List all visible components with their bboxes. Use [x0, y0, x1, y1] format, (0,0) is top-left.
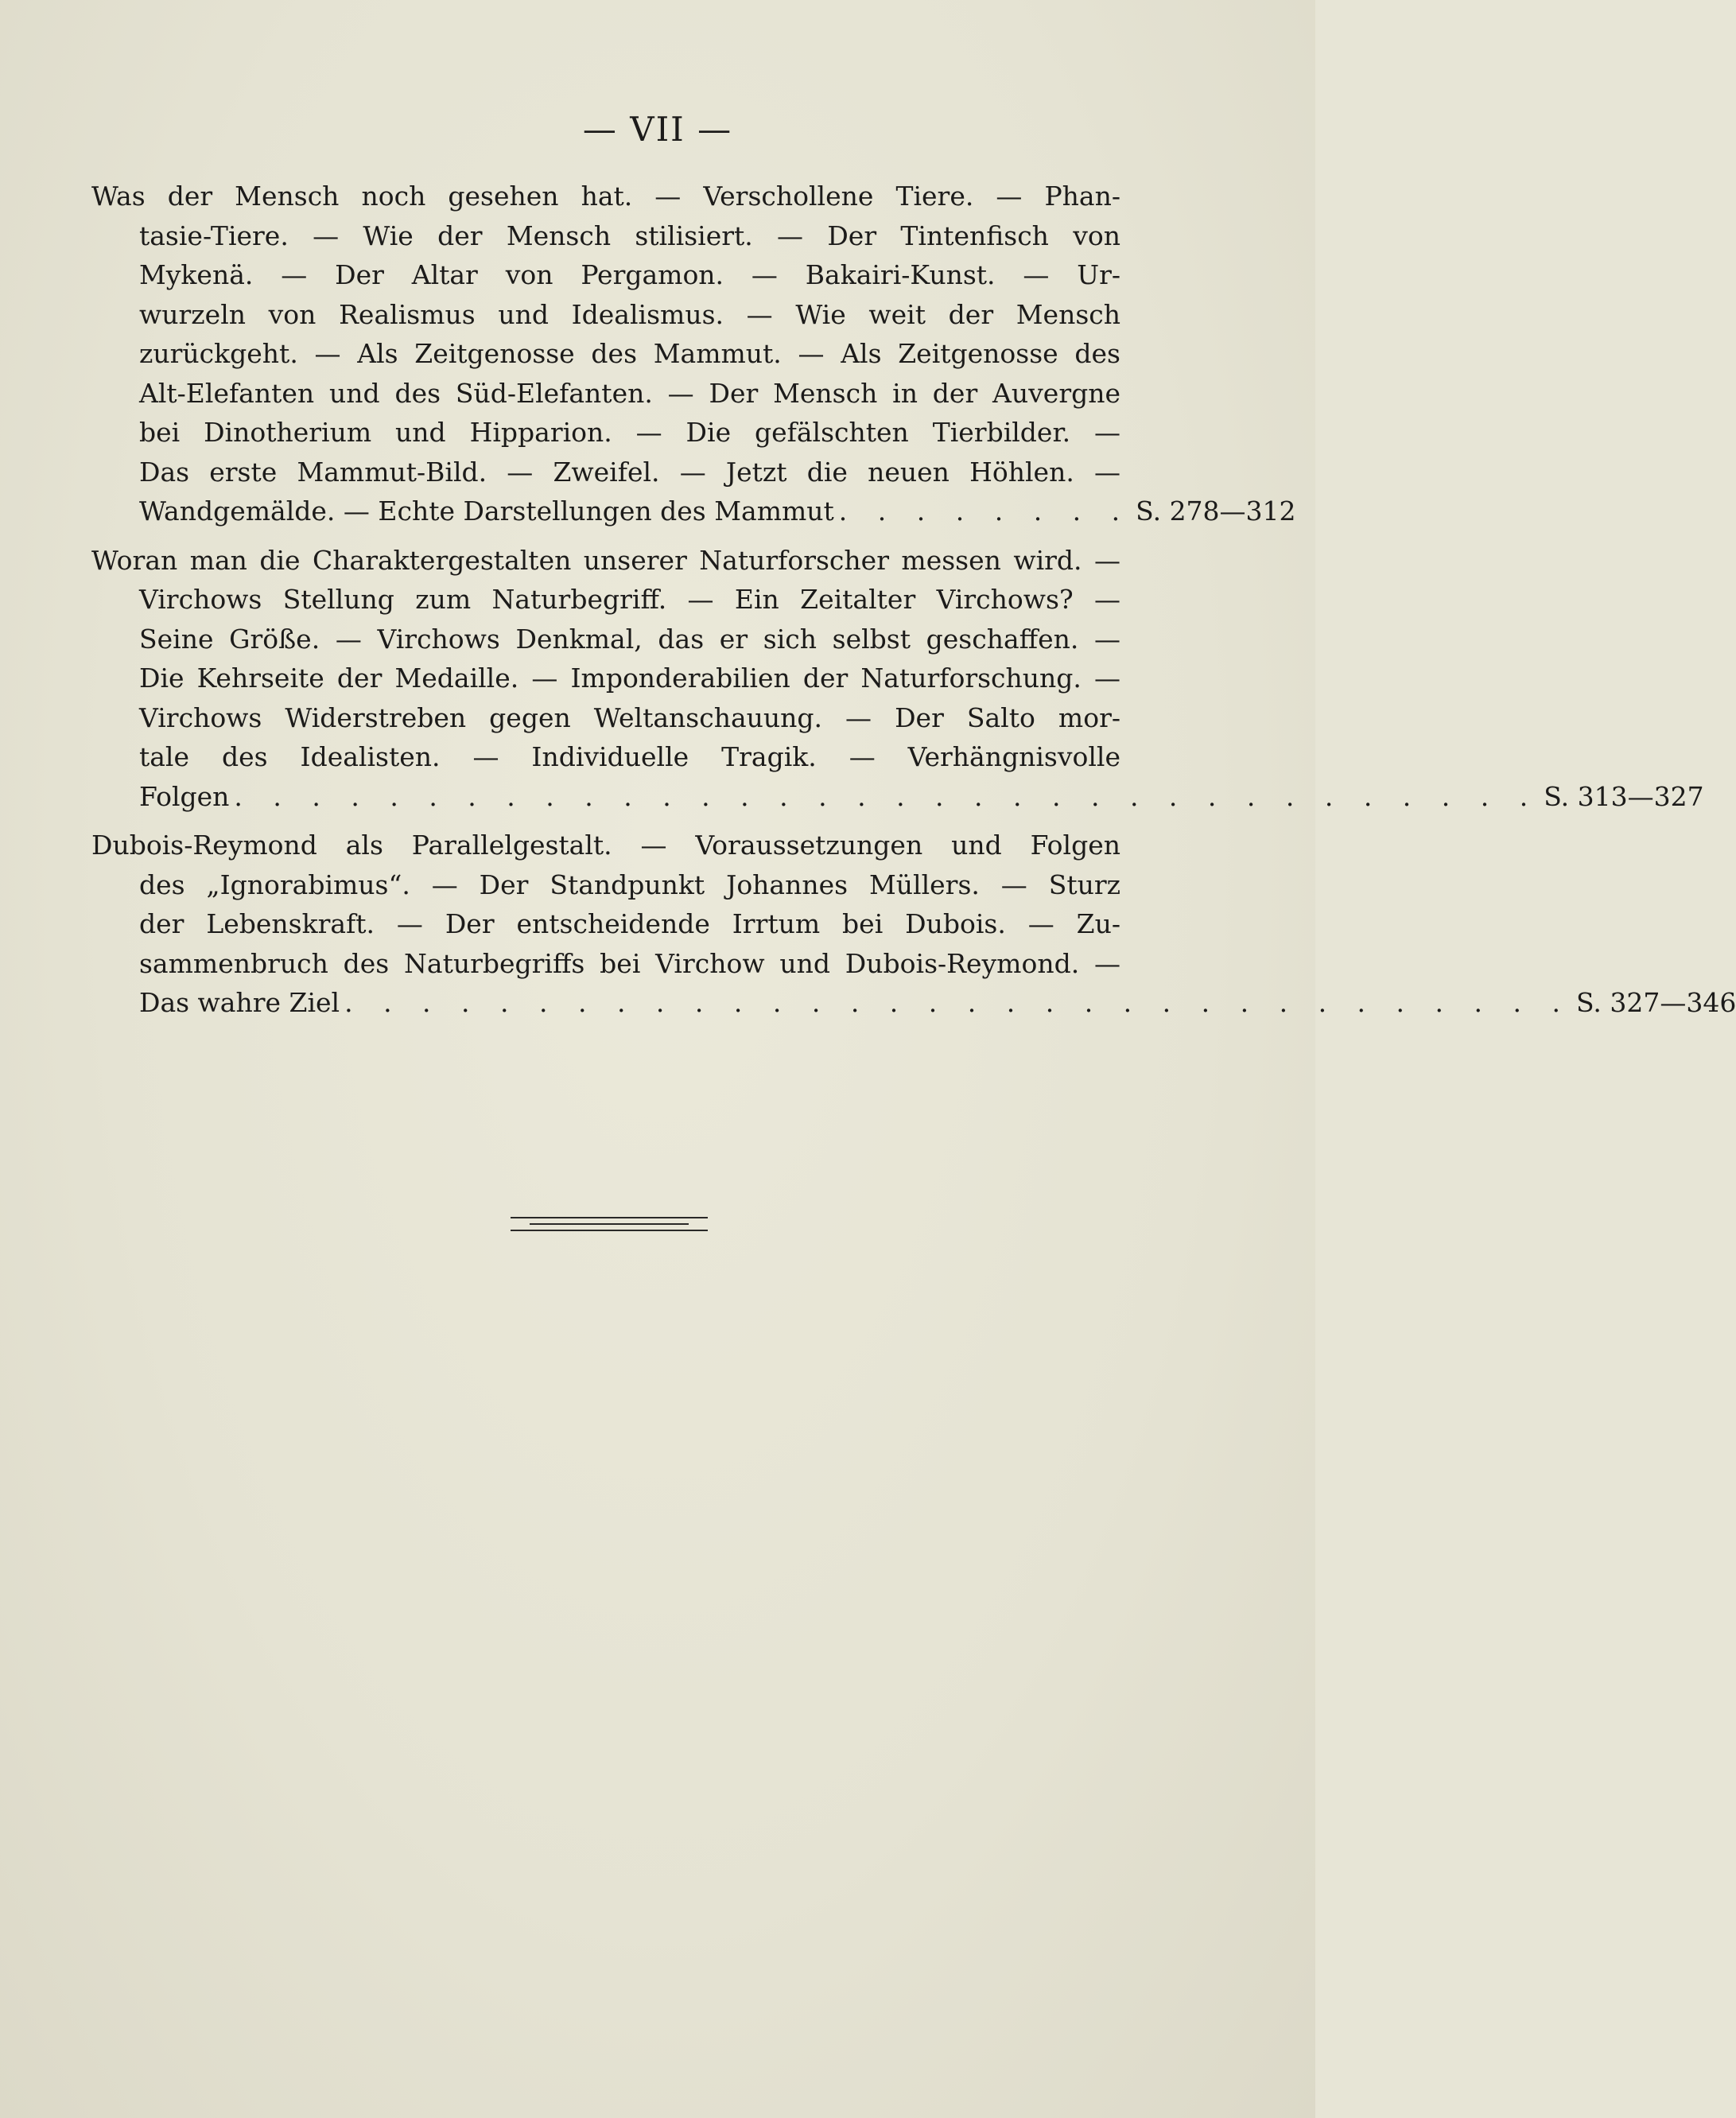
entry-line: zurückgeht. — Als Zeitgenosse des Mammut. — Als Zeitgenosse des [139, 338, 1120, 369]
page-range: S. 313—327 [1544, 780, 1704, 812]
entry-line: tale des Idealisten. — Individuelle Tragik. — Verhängnisvolle [139, 741, 1120, 772]
entry-line: Virchows Stellung zum Naturbegriff. — Ein Zeitalter Virchows? — [139, 584, 1120, 615]
entry-line: Seine Größe. — Virchows Denkmal, das er sich selbst geschaffen. — [139, 623, 1120, 655]
toc-entry-1 [91, 177, 1296, 531]
entry-line: Mykenä. — Der Altar von Pergamon. — Bakairi-Kunst. — Ur- [139, 259, 1120, 290]
entry-line: sammenbruch des Naturbegriffs bei Virchow und Dubois-Reymond. — [139, 947, 1120, 979]
entry-line: Alt-Elefanten und des Süd-Elefanten. — Der Mensch in der Auvergne [139, 377, 1120, 409]
entry-line: Das erste Mammut-Bild. — Zweifel. — Jetzt die neuen Höhlen. — [139, 456, 1120, 488]
toc-entry-3 [91, 826, 1736, 1023]
entry-line: des „Ignorabimus“. — Der Standpunkt Johannes Müllers. — Sturz [139, 869, 1120, 900]
page-range: S. 327—346 [1575, 987, 1736, 1018]
entry-line: wurzeln von Realismus und Idealismus. — Wie weit der Mensch [139, 298, 1120, 330]
entry-line: Virchows Widerstreben gegen Weltanschauung. — Der Salto mor- [139, 701, 1120, 733]
table-of-contents [91, 177, 1736, 1032]
entry-last-text: Wandgemälde. — Echte Darstellungen des Mammut [139, 495, 834, 527]
entry-line: Woran man die Charaktergestalten unserer Naturforscher messen wird. — [91, 544, 1120, 576]
rule-line [511, 1217, 708, 1218]
entry-line: Die Kehrseite der Medaille. — Imponderabilien der Naturforschung. — [139, 663, 1120, 694]
leader-dots: . . . . . . . . . . . . . . . . . . . . . . . . . . . . . . . . [344, 987, 1571, 1018]
entry-line: der Lebenskraft. — Der entscheidende Irrtum bei Dubois. — Zu- [139, 908, 1120, 939]
entry-last-line [91, 777, 1704, 817]
entry-last-line [91, 983, 1736, 1023]
entry-last-text: Folgen [139, 780, 230, 812]
entry-line: Dubois-Reymond als Parallelgestalt. — Voraussetzungen und Folgen [91, 830, 1120, 861]
page-number: — VII — [582, 110, 733, 149]
leader-dots: . . . . . . . . . . . . . . . . . . . . . . . . . . . . . . . . . . [234, 780, 1540, 812]
toc-entry-2 [91, 541, 1704, 817]
rule-line [511, 1230, 708, 1231]
entry-line: bei Dinotherium und Hipparion. — Die gefälschten Tierbilder. — [139, 417, 1120, 448]
page-range: S. 278—312 [1136, 495, 1296, 527]
entry-line: tasie-Tiere. — Wie der Mensch stilisiert. — Der Tintenfisch von [139, 220, 1120, 251]
entry-last-line [91, 492, 1296, 531]
leader-dots: . . . . . . . . [838, 495, 1132, 527]
rule-line [530, 1223, 689, 1225]
entry-last-text: Das wahre Ziel [139, 987, 340, 1018]
entry-line: Was der Mensch noch gesehen hat. — Verschollene Tiere. — Phan- [91, 181, 1120, 212]
decorative-rule [511, 1217, 708, 1231]
